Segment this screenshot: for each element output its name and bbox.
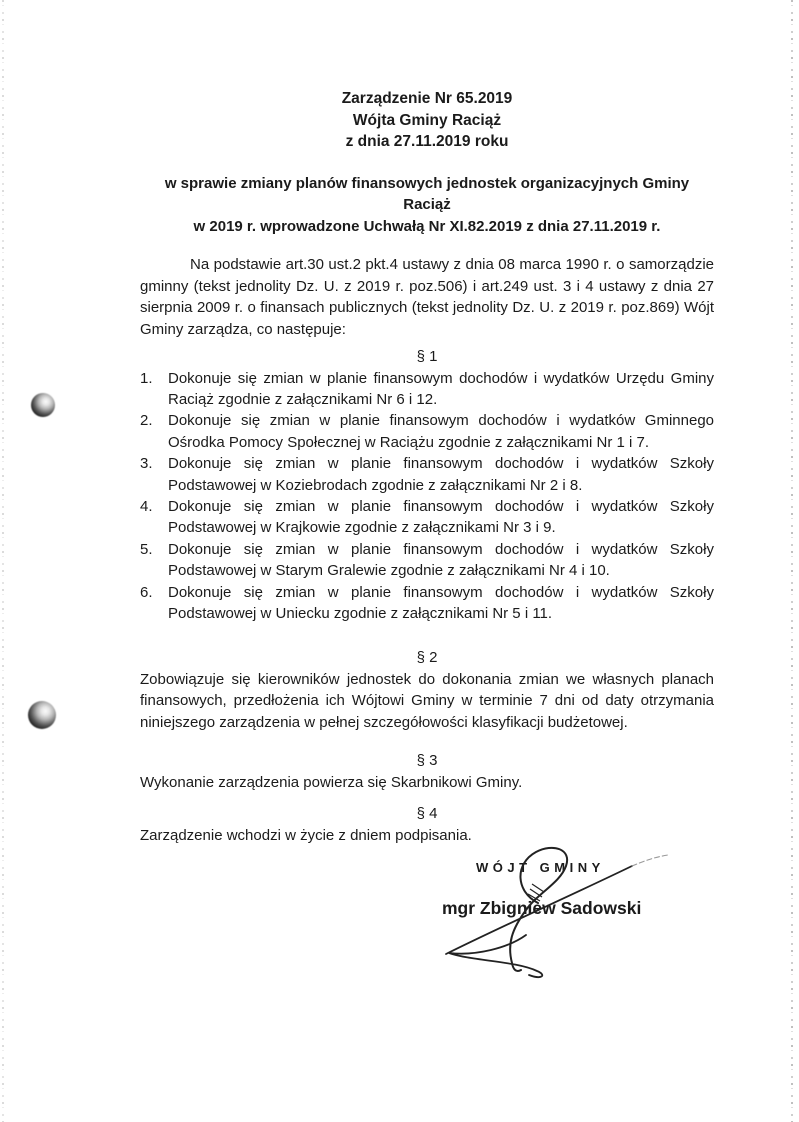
item-number: 6. bbox=[140, 583, 153, 601]
list-item bbox=[140, 368, 714, 411]
title-line-number: Zarządzenie Nr 65.2019 bbox=[341, 90, 513, 107]
section-3-paragraph: Wykonanie zarządzenia powierza się Skarbnikowi Gminy. bbox=[140, 773, 523, 791]
item-text: Dokonuje się zmian w planie finansowym dochodów i wydatków Szkoły Podstawowej w Koziebrodach zgodnie z załącznikami Nr 2 i 8. bbox=[168, 455, 714, 494]
hole-punch-mark-bottom bbox=[28, 701, 56, 729]
section-3-heading: § 3 bbox=[416, 752, 438, 770]
item-number: 3. bbox=[140, 455, 153, 473]
scan-artifact-right-edge bbox=[791, 0, 793, 1122]
signature-block bbox=[420, 840, 720, 990]
subject-line-1: w sprawie zmiany planów finansowych jednostek organizacyjnych Gminy Raciąż bbox=[164, 174, 690, 213]
list-item bbox=[140, 496, 714, 539]
item-text: Dokonuje się zmian w planie finansowym dochodów i wydatków Szkoły Podstawowej w Starym Gralewie zgodnie z załącznikami Nr 4 i 10. bbox=[168, 540, 714, 580]
item-text: Dokonuje się zmian w planie finansowym dochodów i wydatków Urzędu Gminy Raciąż zgodnie z załącznikami Nr 6 i 12. bbox=[168, 369, 714, 408]
title-line-issuer: Wójta Gminy Raciąż bbox=[352, 111, 502, 129]
section-1-list bbox=[140, 368, 714, 625]
section-1-heading: § 1 bbox=[416, 348, 438, 365]
section-4-heading: § 4 bbox=[416, 805, 438, 823]
title-line-date: z dnia 27.11.2019 roku bbox=[345, 133, 509, 150]
item-text: Dokonuje się zmian w planie finansowym dochodów i wydatków Szkoły Podstawowej w Uniecku zgodnie z załącznikami Nr 5 i 11. bbox=[168, 583, 714, 622]
item-number: 1. bbox=[140, 369, 153, 387]
document-body bbox=[140, 88, 714, 846]
hole-punch-mark-top bbox=[31, 393, 55, 417]
item-number: 2. bbox=[140, 412, 153, 430]
ordinance-title bbox=[140, 88, 714, 153]
item-number: 5. bbox=[140, 540, 153, 558]
item-number: 4. bbox=[140, 497, 153, 515]
scan-artifact-left-edge bbox=[2, 0, 4, 1122]
list-item bbox=[140, 539, 714, 582]
list-item bbox=[140, 453, 714, 496]
signer-name: mgr Zbigniew Sadowski bbox=[442, 898, 642, 918]
section-2-heading: § 2 bbox=[416, 649, 438, 667]
section-2-paragraph: Zobowiązuje się kierowników jednostek do dokonania zmian we własnych planach finansowych, przedłożenia ich Wójtowi Gminy w terminie 7 dni od daty otrzymania niniejszego zarządzenia w pełnej szczegółowości klasyfikacji budżetowej. bbox=[140, 670, 714, 731]
legal-basis-paragraph: Na podstawie art.30 ust.2 pkt.4 ustawy z dnia 08 marca 1990 r. o samorządzie gminny (tekst jednolity Dz. U. z 2019 r. poz.506) i art.249 ust. 3 i 4 ustawy z dnia 27 sierpnia 2009 r. o finansach publicznych (tekst jednolity Dz. U. z 2019 r. poz.869) Wójt Gminy zarządza, co następuje: bbox=[140, 256, 714, 338]
list-item bbox=[140, 410, 714, 453]
list-item bbox=[140, 582, 714, 625]
signer-role: WÓJT GMINY bbox=[476, 860, 605, 875]
ordinance-subject bbox=[140, 173, 714, 238]
item-text: Dokonuje się zmian w planie finansowym dochodów i wydatków Gminnego Ośrodka Pomocy Społecznej w Raciążu zgodnie z załącznikami Nr 1 i 7. bbox=[168, 412, 714, 451]
item-text: Dokonuje się zmian w planie finansowym dochodów i wydatków Szkoły Podstawowej w Krajkowie zgodnie z załącznikami Nr 3 i 9. bbox=[168, 497, 714, 537]
subject-line-2: w 2019 r. wprowadzone Uchwałą Nr XI.82.2019 z dnia 27.11.2019 r. bbox=[193, 217, 661, 235]
section-4-paragraph: Zarządzenie wchodzi w życie z dniem podpisania. bbox=[140, 826, 472, 844]
